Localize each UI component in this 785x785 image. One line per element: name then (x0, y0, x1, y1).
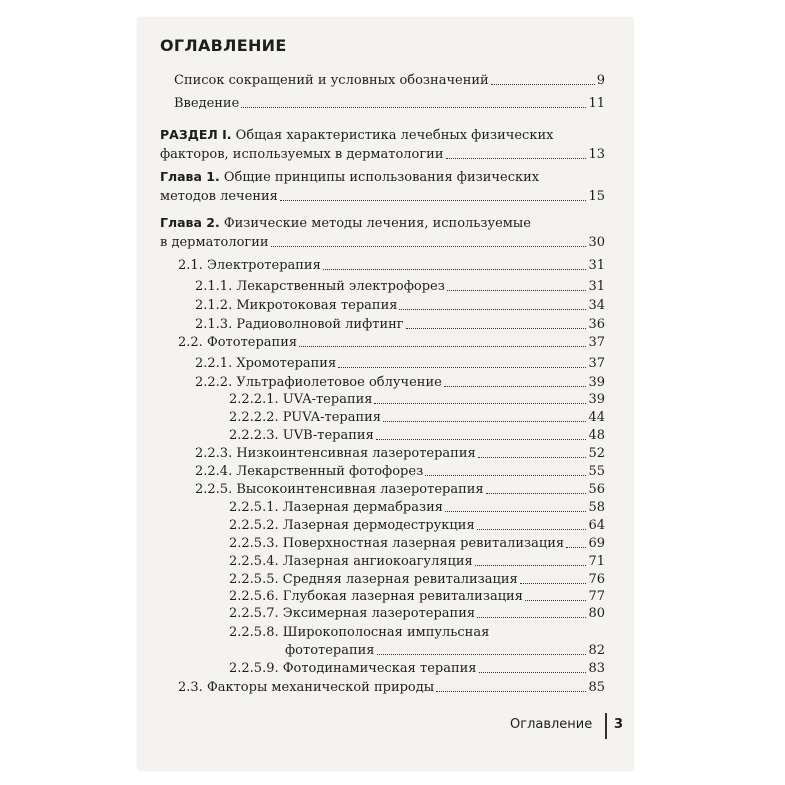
leader-dots (479, 672, 587, 673)
toc-entry-2-2-5[interactable]: 2.2.5. Высокоинтенсивная лазеротерапия 56 (195, 482, 605, 497)
page-number: 44 (588, 410, 605, 425)
toc-entry-2-1[interactable]: 2.1. Электротерапия 31 (178, 258, 605, 273)
page-number: 30 (588, 235, 605, 250)
folio-page-number: 3 (614, 717, 624, 732)
toc-entry-2-1-1[interactable]: 2.1.1. Лекарственный электрофорез 31 (195, 279, 605, 294)
toc-entry-abbreviations[interactable]: Список сокращений и условных обозначений 9 (174, 73, 605, 88)
toc-entry-2-1-3[interactable]: 2.1.3. Радиоволновой лифтинг 36 (195, 317, 605, 332)
page-number: 85 (588, 680, 605, 695)
toc-entry-chapter1-line1[interactable]: Глава 1. Общие принципы использования физических (160, 169, 540, 185)
toc-entry-2-2[interactable]: 2.2. Фототерапия 37 (178, 335, 605, 350)
running-footer-label: Оглавление (510, 717, 593, 732)
page-number: 11 (588, 96, 605, 111)
page-number: 9 (596, 73, 605, 88)
page-number: 76 (588, 572, 605, 587)
leader-dots (376, 439, 587, 440)
chapter-label: Глава 2. (160, 215, 220, 230)
leader-dots (477, 529, 587, 530)
toc-entry-2-2-1[interactable]: 2.2.1. Хромотерапия 37 (195, 356, 605, 371)
toc-entry-section1-line1[interactable]: РАЗДЕЛ I. Общая характеристика лечебных физических (160, 127, 554, 143)
leader-dots (406, 328, 587, 329)
leader-dots (280, 200, 587, 201)
toc-entry-chapter1[interactable]: методов лечения 15 (160, 189, 605, 204)
page-number: 71 (588, 554, 605, 569)
toc-entry-2-2-3[interactable]: 2.2.3. Низкоинтенсивная лазеротерапия 52 (195, 446, 605, 461)
toc-entry-2-2-5-1[interactable]: 2.2.5.1. Лазерная дермабразия 58 (229, 500, 605, 515)
page-number: 39 (588, 375, 605, 390)
toc-entry-section1[interactable]: факторов, используемых в дерматологии 13 (160, 147, 605, 162)
leader-dots (525, 600, 587, 601)
toc-entry-2-2-2-2[interactable]: 2.2.2.2. PUVA-терапия 44 (229, 410, 605, 425)
toc-entry-2-2-5-3[interactable]: 2.2.5.3. Поверхностная лазерная ревитализация 69 (229, 536, 605, 551)
leader-dots (374, 403, 586, 404)
page-number: 13 (588, 147, 605, 162)
toc-entry-2-2-5-7[interactable]: 2.2.5.7. Эксимерная лазеротерапия 80 (229, 606, 605, 621)
toc-entry-chapter2-line1[interactable]: Глава 2. Физические методы лечения, используемые (160, 215, 531, 231)
page-number: 55 (588, 464, 605, 479)
toc-entry-2-2-5-9[interactable]: 2.2.5.9. Фотодинамическая терапия 83 (229, 661, 605, 676)
page-number: 36 (588, 317, 605, 332)
leader-dots (299, 346, 586, 347)
leader-dots (520, 583, 587, 584)
toc-entry-2-2-2-1[interactable]: 2.2.2.1. UVA-терапия 39 (229, 392, 605, 407)
leader-dots (446, 158, 587, 159)
leader-dots (425, 475, 586, 476)
leader-dots (447, 290, 587, 291)
leader-dots (491, 84, 595, 85)
toc-entry-2-2-5-8[interactable]: фототерапия 82 (285, 643, 605, 658)
toc-entry-2-2-5-8-line1[interactable]: 2.2.5.8. Широкополосная импульсная (229, 625, 490, 640)
page-number: 15 (588, 189, 605, 204)
page-number: 39 (588, 392, 605, 407)
toc-entry-2-2-5-5[interactable]: 2.2.5.5. Средняя лазерная ревитализация 76 (229, 572, 605, 587)
leader-dots (377, 654, 587, 655)
leader-dots (399, 309, 586, 310)
leader-dots (477, 617, 586, 618)
page-number: 77 (588, 589, 605, 604)
leader-dots (486, 493, 587, 494)
page-number: 31 (588, 279, 605, 294)
leader-dots (444, 386, 587, 387)
leader-dots (271, 246, 587, 247)
toc-entry-2-2-5-4[interactable]: 2.2.5.4. Лазерная ангиокоагуляция 71 (229, 554, 605, 569)
leader-dots (241, 107, 586, 108)
toc-entry-2-2-5-2[interactable]: 2.2.5.2. Лазерная дермодеструкция 64 (229, 518, 605, 533)
toc-entry-2-2-4[interactable]: 2.2.4. Лекарственный фотофорез 55 (195, 464, 605, 479)
leader-dots (566, 547, 586, 548)
leader-dots (383, 421, 586, 422)
leader-dots (338, 367, 586, 368)
leader-dots (436, 691, 586, 692)
toc-entry-2-1-2[interactable]: 2.1.2. Микротоковая терапия 34 (195, 298, 605, 313)
section-label: РАЗДЕЛ I. (160, 127, 232, 142)
leader-dots (323, 269, 587, 270)
footer-divider (605, 713, 607, 739)
page-number: 52 (588, 446, 605, 461)
page-number: 64 (588, 518, 605, 533)
toc-entry-chapter2[interactable]: в дерматологии 30 (160, 235, 605, 250)
page-number: 31 (588, 258, 605, 273)
chapter-label: Глава 1. (160, 169, 220, 184)
toc-entry-2-2-5-6[interactable]: 2.2.5.6. Глубокая лазерная ревитализация 77 (229, 589, 605, 604)
page-number: 83 (588, 661, 605, 676)
page-number: 34 (588, 298, 605, 313)
page-number: 69 (588, 536, 605, 551)
leader-dots (475, 565, 587, 566)
page-number: 80 (588, 606, 605, 621)
leader-dots (478, 457, 587, 458)
toc-entry-introduction[interactable]: Введение 11 (174, 96, 605, 111)
page-number: 58 (588, 500, 605, 515)
toc-entry-2-3[interactable]: 2.3. Факторы механической природы 85 (178, 680, 605, 695)
leader-dots (445, 511, 587, 512)
page-number: 37 (588, 356, 605, 371)
toc-entry-2-2-2[interactable]: 2.2.2. Ультрафиолетовое облучение 39 (195, 375, 605, 390)
toc-entry-2-2-2-3[interactable]: 2.2.2.3. UVB-терапия 48 (229, 428, 605, 443)
page-number: 82 (588, 643, 605, 658)
toc-heading: ОГЛАВЛЕНИЕ (160, 36, 287, 55)
page-number: 56 (588, 482, 605, 497)
page-number: 37 (588, 335, 605, 350)
page-number: 48 (588, 428, 605, 443)
